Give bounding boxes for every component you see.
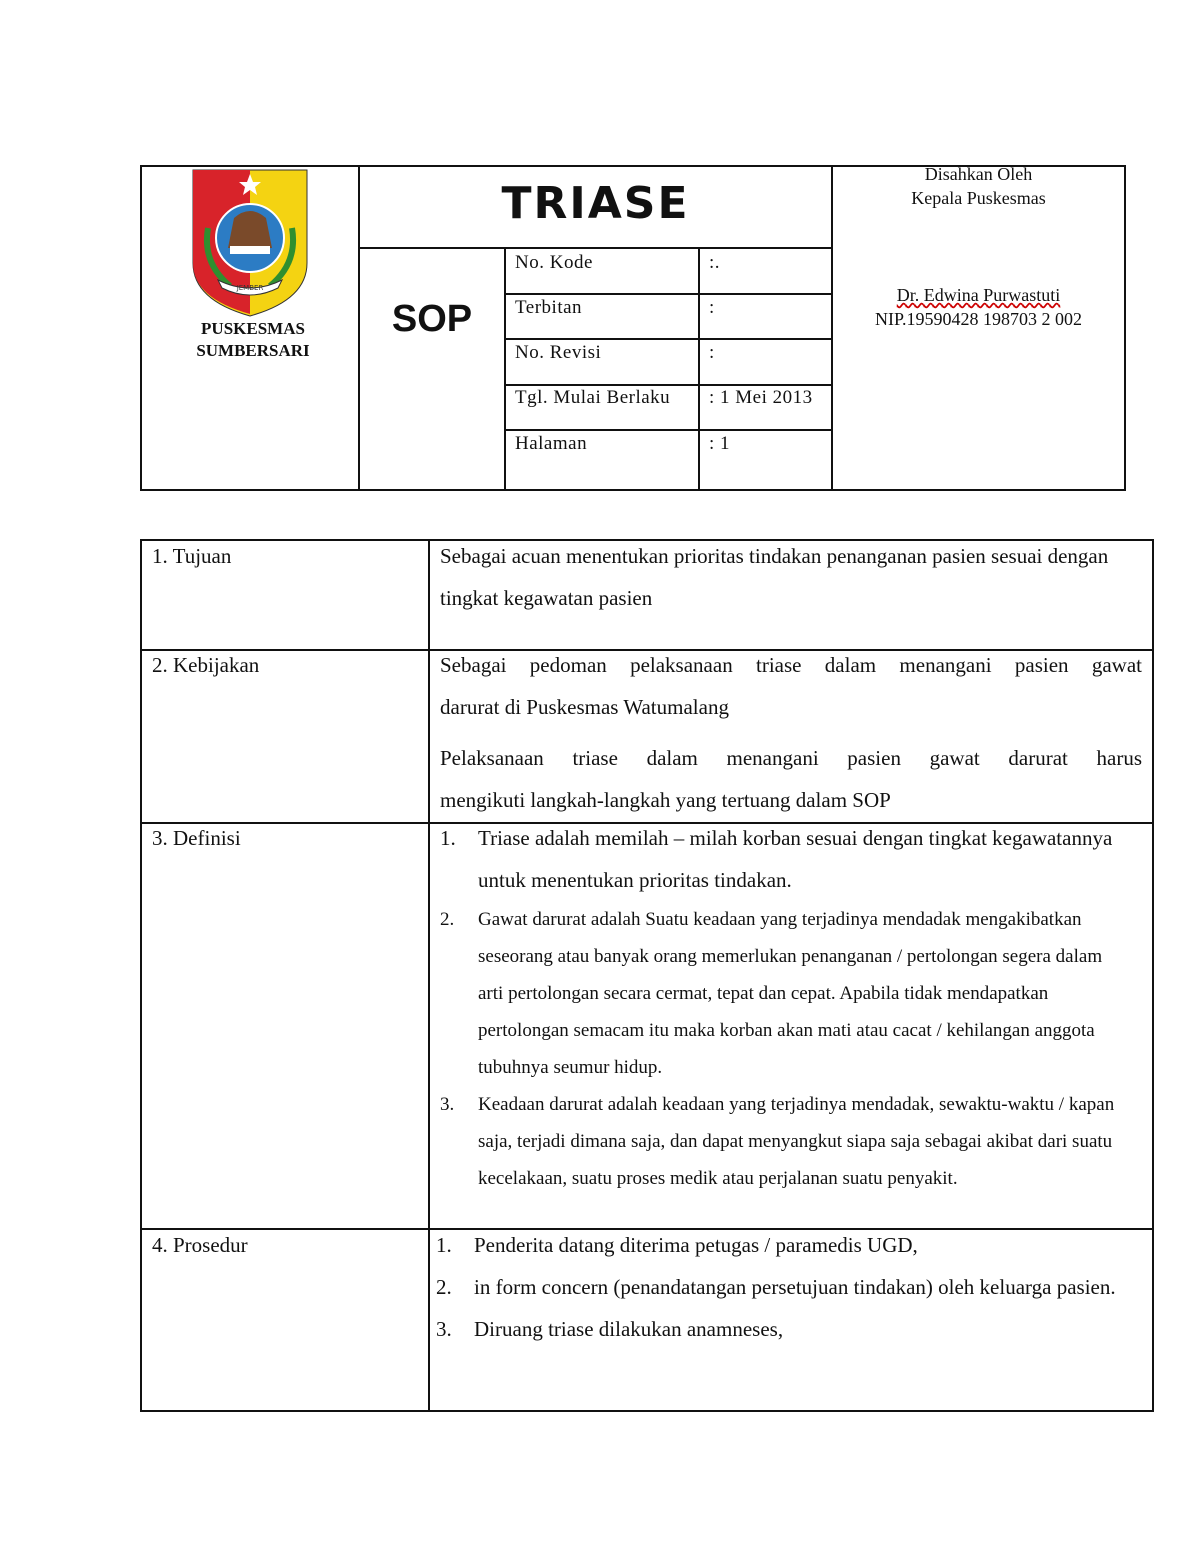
jember-crest-icon: [190, 168, 310, 318]
field-value-halaman: : 1: [709, 433, 731, 454]
list-item-number: 1.: [436, 1233, 452, 1257]
list-item: [436, 1308, 1136, 1350]
field-value-revisi: :: [709, 342, 715, 363]
organization-name: [150, 318, 356, 362]
svg-text:JEMBER: JEMBER: [236, 284, 264, 292]
kebijakan-p2: Pelaksanaan triase dalam menangani pasien gawat darurat harus: [440, 746, 1142, 770]
field-value-terbitan: :: [709, 297, 715, 318]
approver-name: Dr. Edwina Purwastuti: [896, 285, 1061, 305]
kebijakan-p1b: darurat di Puskesmas Watumalang: [440, 695, 729, 719]
field-label-revisi: No. Revisi: [515, 342, 602, 363]
list-item: [436, 1266, 1136, 1308]
list-item-text: in form concern (penandatangan persetujuan tindakan) oleh keluarga pasien.: [474, 1275, 1116, 1299]
kebijakan-p1: Sebagai pedoman pelaksanaan triase dalam menangani pasien gawat: [440, 653, 1142, 677]
list-item-text: Gawat darurat adalah Suatu keadaan yang terjadinya mendadak mengakibatkan seseorang atau banyak orang memerlukan penanganan / pertolongan segera dalam arti pertolongan secara cermat, tepat dan cepat. Apabila tidak mendapatkan pertolongan semacam itu maka korban akan mati atau cacat / kehilangan anggota tubuhnya seumur hidup.: [478, 909, 1103, 1078]
list-item-text: Triase adalah memilah – milah korban sesuai dengan tingkat kegawatannya untuk menentukan prioritas tindakan.: [478, 826, 1113, 892]
list-item-number: 1.: [440, 826, 456, 850]
doc-type-label: SOP: [391, 298, 473, 340]
approval-line1: Disahkan Oleh: [924, 164, 1033, 184]
list-item-text: Keadaan darurat adalah keadaan yang terjadinya mendadak, sewaktu-waktu / kapan saja, terjadi dimana saja, dan dapat menyangkut siapa saja sebagai akibat dari suatu kecelakaan, suatu proses medik atau perjalanan suatu penyakit.: [478, 1094, 1115, 1189]
kebijakan-p2b: mengikuti langkah-langkah yang tertuang dalam SOP: [440, 788, 891, 812]
definisi-list: [440, 817, 1120, 1197]
field-label-kode: No. Kode: [515, 252, 593, 273]
organization-line1: PUSKESMAS: [201, 319, 305, 338]
section-text-kebijakan: [440, 644, 1142, 821]
list-item-number: 3.: [440, 1094, 455, 1115]
approver-nip: NIP.19590428 198703 2 002: [874, 309, 1082, 329]
document-title: TRIASE: [501, 178, 690, 229]
section-label-prosedur: 4. Prosedur: [152, 1233, 248, 1257]
field-label-halaman: Halaman: [515, 433, 588, 454]
list-item: [440, 817, 1120, 901]
field-value-tanggal: : 1 Mei 2013: [709, 387, 813, 408]
list-item-number: 2.: [440, 909, 455, 930]
field-label-tanggal: Tgl. Mulai Berlaku: [515, 387, 671, 408]
list-item-text: Penderita datang diterima petugas / paramedis UGD,: [474, 1233, 918, 1257]
section-label-definisi: 3. Definisi: [152, 826, 241, 850]
approver-block: [833, 283, 1124, 331]
section-label-tujuan: 1. Tujuan: [152, 544, 232, 568]
list-item-number: 2.: [436, 1275, 452, 1299]
list-item-number: 3.: [436, 1317, 452, 1341]
list-item: [440, 1086, 1120, 1197]
field-value-kode: :.: [709, 252, 721, 273]
organization-line2: SUMBERSARI: [196, 341, 310, 360]
section-label-kebijakan: 2. Kebijakan: [152, 653, 260, 677]
section-text-tujuan: Sebagai acuan menentukan prioritas tindakan penanganan pasien sesuai dengan tingkat kegawatan pasien: [440, 544, 1109, 610]
approval-block: [833, 162, 1124, 210]
list-item: [440, 901, 1120, 1086]
field-label-terbitan: Terbitan: [515, 297, 583, 318]
approval-line2: Kepala Puskesmas: [911, 188, 1046, 208]
puskesmas-logo: [190, 168, 310, 318]
prosedur-list: [436, 1224, 1136, 1350]
list-item: [436, 1224, 1136, 1266]
list-item-text: Diruang triase dilakukan anamneses,: [474, 1317, 784, 1341]
